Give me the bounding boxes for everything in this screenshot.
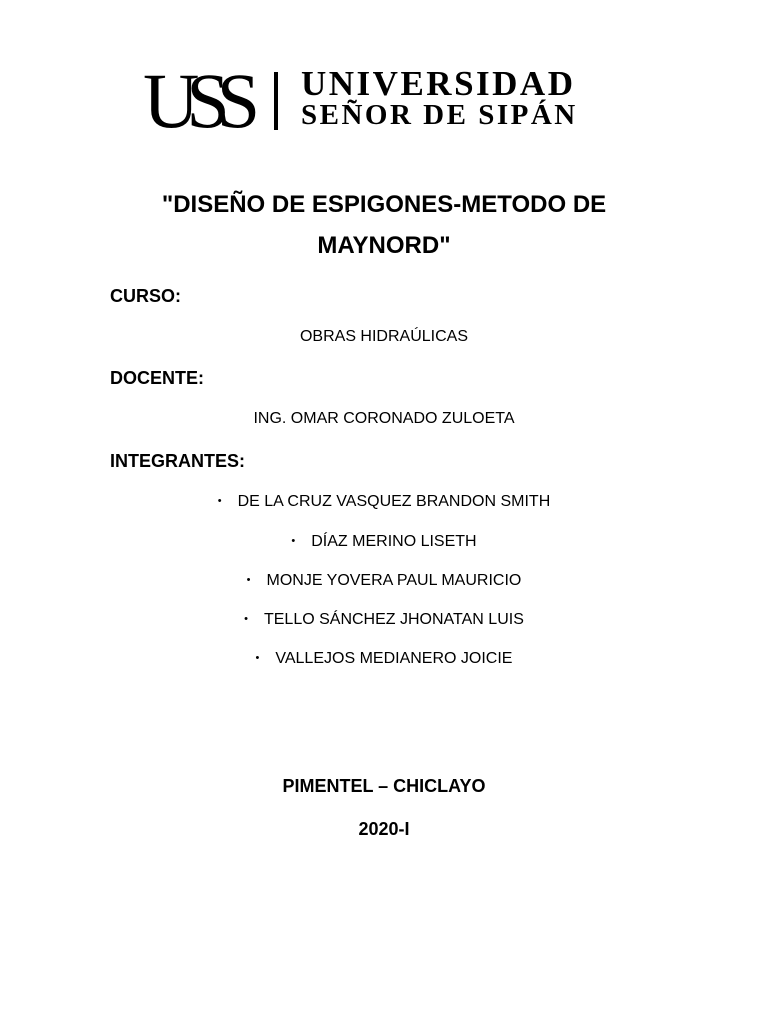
member-list-item xyxy=(0,531,768,552)
logo-text-university: UNIVERSIDAD xyxy=(301,64,576,103)
integrantes-label: INTEGRANTES: xyxy=(110,451,245,471)
member-name: TELLO SÁNCHEZ JHONATAN LUIS xyxy=(263,611,524,628)
document-title-line1: "DISEÑO DE ESPIGONES-METODO DE xyxy=(161,191,607,218)
member-list-item xyxy=(0,648,768,669)
member-name: DE LA CRUZ VASQUEZ BRANDON SMITH xyxy=(237,493,551,510)
bullet-icon: • xyxy=(217,495,222,507)
bullet-icon: • xyxy=(291,535,296,547)
document-title-line2: MAYNORD" xyxy=(317,232,451,259)
member-name: MONJE YOVERA PAUL MAURICIO xyxy=(266,572,522,589)
logo-mark: USS xyxy=(143,57,248,144)
curso-label: CURSO: xyxy=(110,286,181,306)
curso-value: OBRAS HIDRAÚLICAS xyxy=(299,328,469,345)
docente-value: ING. OMAR CORONADO ZULOETA xyxy=(253,410,515,427)
period-text: 2020-I xyxy=(358,819,410,839)
university-logo xyxy=(143,57,633,144)
member-list-item xyxy=(0,609,768,630)
member-name: VALLEJOS MEDIANERO JOICIE xyxy=(275,650,513,667)
bullet-icon: • xyxy=(246,574,251,586)
member-name: DÍAZ MERINO LISETH xyxy=(311,533,477,550)
logo-text-name: SEÑOR DE SIPÁN xyxy=(301,99,578,131)
docente-label: DOCENTE: xyxy=(110,368,204,388)
bullet-icon: • xyxy=(255,652,260,664)
bullet-icon: • xyxy=(244,613,248,625)
member-list-item xyxy=(0,491,768,512)
location-text: PIMENTEL – CHICLAYO xyxy=(282,776,486,796)
logo-divider xyxy=(274,72,278,130)
member-list-item xyxy=(0,570,768,591)
